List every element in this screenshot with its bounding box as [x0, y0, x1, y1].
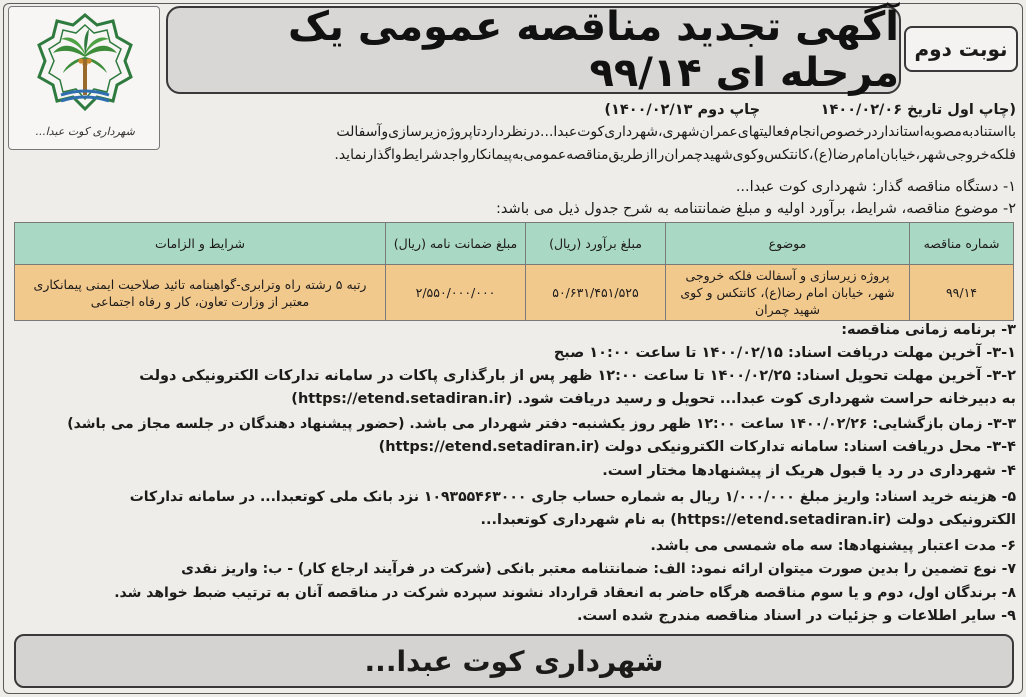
item-9: ۹- سایر اطلاعات و جزئیات در اسناد مناقصه مندرج شده است.: [576, 608, 1016, 624]
item-3-4: [379, 437, 1016, 457]
cell-requirements: رتبه ۵ رشته راه وترابری-گواهینامه تائید صلاحیت ایمنی پیمانکاری معتبر از وزارت تعاون، کار و رفاه اجتماعی: [15, 265, 386, 321]
item-1: ۱- دستگاه مناقصه گذار: شهرداری کوت عبدا...: [735, 179, 1016, 195]
item-3-2-cont: [291, 389, 1016, 409]
item-5-post: به نام شهرداری کوتعبدا...: [480, 512, 666, 528]
item-3-1: ۳-۱- آخرین مهلت دریافت اسناد: ۱۴۰۰/۰۲/۱۵ تا ساعت ۱۰:۰۰ صبح: [553, 345, 1016, 361]
item-3: ۳- برنامه زمانی مناقصه:: [841, 322, 1016, 338]
item-5-cont: [480, 510, 1016, 530]
col-estimate: مبلغ برآورد (ریال): [526, 223, 666, 265]
tender-table: [14, 222, 1014, 321]
intro-line-1: بااستنادبه‌مصوبه‌استانداردرخصوص‌انجام‌فعالیتهای‌عمران‌شهری،شهرداری‌کوت‌عبدا...درنظرداردتاپروژه‌زیرسازی‌وآسفالت: [336, 124, 1016, 140]
col-guarantee: مبلغ ضمانت نامه (ریال): [386, 223, 526, 265]
setadiran-link[interactable]: (https://etend.setadiran.ir): [670, 512, 892, 528]
item-2: ۲- موضوع مناقصه، شرایط، برآورد اولیه و مبلغ ضمانتنامه به شرح جدول ذیل می باشد:: [496, 201, 1016, 217]
ad-title: آگهی تجدید مناقصه عمومی یک مرحله ای ۹۹/۱۴: [287, 4, 899, 96]
second-print-date: چاپ دوم ۱۴۰۰/۰۲/۱۳): [604, 102, 761, 118]
item-3-4-text: ۳-۴- محل دریافت اسناد: سامانه تدارکات الکترونیکی دولت: [604, 439, 1016, 455]
item-8: ۸- برندگان اول، دوم و یا سوم مناقصه هرگاه حاضر به انعقاد قرارداد نشوند سپرده شرکت در مناقصه آنان به ترتیب ضبط خواهد شد.: [114, 585, 1016, 601]
logo-caption: شهرداری کوت عبدا...: [35, 125, 135, 138]
title-banner: [166, 6, 901, 94]
col-requirements: شرایط و الزامات: [15, 223, 386, 265]
intro-line-2: فلکه‌خروجی‌شهر،خیابان‌امام‌رضا(ع)،کانتکس‌وکوی‌شهیدچمران‌را‌ازطریق‌مناقصه‌عمومی‌به‌پیمانکار‌واجدشرایط‌واگذار‌نماید.: [334, 147, 1016, 163]
item-7: ۷- نوع تضمین را بدین صورت میتوان ارائه نمود: الف: ضمانتنامه معتبر بانکی (شرکت در فرآیند ارجاع کار) - ب: واریز نقدی: [181, 561, 1016, 577]
item-4: ۴- شهرداری در رد یا قبول هریک از پیشنهادها مختار است.: [602, 463, 1016, 479]
item-5: ۵- هزینه خرید اسناد: واریز مبلغ ۱/۰۰۰/۰۰۰ ریال به شماره حساب جاری ۱۰۹۳۵۵۴۶۳۰۰۰ نزد بانک ملی کوتعبدا... در سامانه تدارکات: [129, 489, 1016, 505]
cell-tender-number: ۹۹/۱۴: [910, 265, 1014, 321]
cell-subject: پروژه زیرسازی و آسفالت فلکه خروجی شهر، خیابان امام رضا(ع)، کانتکس و کوی شهید چمران: [666, 265, 910, 321]
round-badge: نوبت دوم: [904, 26, 1018, 72]
setadiran-link[interactable]: (https://etend.setadiran.ir): [291, 391, 513, 407]
palm-tree-emblem-icon: [31, 11, 139, 123]
first-print-date: (چاپ اول تاریخ ۱۴۰۰/۰۲/۰۶: [820, 102, 1016, 118]
cell-guarantee: ۲/۵۵۰/۰۰۰/۰۰۰: [386, 265, 526, 321]
col-subject: موضوع: [666, 223, 910, 265]
cell-estimate: ۵۰/۶۳۱/۴۵۱/۵۲۵: [526, 265, 666, 321]
item-3-2: ۳-۲- آخرین مهلت تحویل اسناد: ۱۴۰۰/۰۲/۲۵ تا ساعت ۱۲:۰۰ ظهر پس از بارگذاری پاکات در سامانه تدارکات الکترونیکی دولت: [139, 368, 1016, 384]
item-3-2-text: به دبیرخانه حراست شهرداری کوت عبدا... تحویل و رسید دریافت شود.: [517, 391, 1016, 407]
print-dates: [604, 100, 1016, 120]
item-3-3: ۳-۳- زمان بازگشایی: ۱۴۰۰/۰۲/۲۶ ساعت ۱۲:۰۰ ظهر روز یکشنبه- دفتر شهردار می باشد. (حضور پیشنهاد دهندگان در جلسه مجاز می باشد): [67, 416, 1016, 432]
table-header-row: [15, 223, 1014, 265]
setadiran-link[interactable]: (https://etend.setadiran.ir): [378, 439, 600, 455]
item-5-pre: الکترونیکی دولت: [896, 512, 1016, 528]
footer-org-name: شهرداری کوت عبدا...: [364, 644, 664, 678]
col-tender-number: شماره مناقصه: [910, 223, 1014, 265]
municipality-logo: [8, 6, 160, 150]
item-6: ۶- مدت اعتبار پیشنهادها: سه ماه شمسی می باشد.: [650, 538, 1016, 554]
table-row: [15, 265, 1014, 321]
footer-banner: [14, 634, 1014, 688]
